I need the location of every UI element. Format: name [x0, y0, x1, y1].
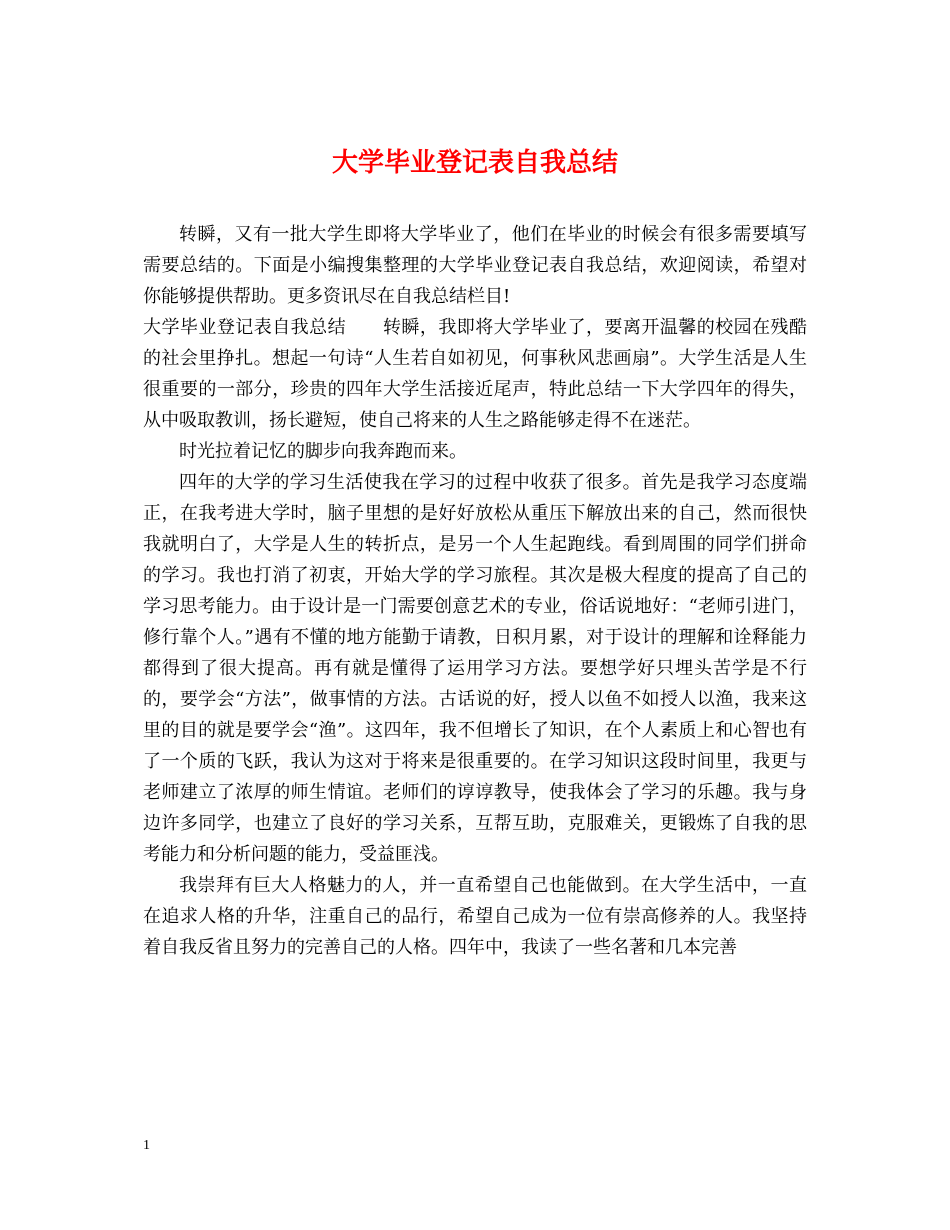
body-paragraph-2: 时光拉着记忆的脚步向我奔跑而来。 [179, 441, 467, 462]
body-paragraph-4: 我崇拜有巨大人格魅力的人，并一直希望自己也能做到。在大学生活中，一直在追求人格的升华，注重自己的品行，希望自己成为一位有崇高修养的人。我坚持着自我反省且努力的完善自己的人格。四年中，我读了一些名著和几本完善 [143, 875, 807, 958]
intro-paragraph: 转瞬，又有一批大学生即将大学毕业了，他们在毕业的时候会有很多需要填写需要总结的。下面是小编搜集整理的大学毕业登记表自我总结，欢迎阅读，希望对你能够提供帮助。更多资讯尽在自我总结栏目! [143, 224, 807, 307]
page-number: 1 [143, 1138, 150, 1153]
document-body [143, 219, 807, 963]
document-title: 大学毕业登记表自我总结 [331, 148, 618, 178]
body-paragraph-1: 大学毕业登记表自我总结 转瞬，我即将大学毕业了，要离开温馨的校园在残酷的社会里挣扎。想起一句诗“人生若自如初见，何事秋风悲画扇”。大学生活是人生很重要的一部分，珍贵的四年大学生活接近尾声，特此总结一下大学四年的得失，从中吸取教训，扬长避短，使自己将来的人生之路能够走得不在迷茫。 [143, 317, 807, 431]
body-paragraph-3: 四年的大学的学习生活使我在学习的过程中收获了很多。首先是我学习态度端正，在我考进大学时，脑子里想的是好好放松从重压下解放出来的自己，然而很快我就明白了，大学是人生的转折点，是另一个人生起跑线。看到周围的同学们拼命的学习。我也打消了初衷，开始大学的学习旅程。其次是极大程度的提高了自己的学习思考能力。由于设计是一门需要创意艺术的专业，俗话说地好：“老师引进门，修行靠个人。”遇有不懂的地方能勤于请教，日积月累，对于设计的理解和诠释能力都得到了很大提高。再有就是懂得了运用学习方法。要想学好只埋头苦学是不行的，要学会“方法”，做事情的方法。古话说的好，授人以鱼不如授人以渔，我来这里的目的就是要学会“渔”。这四年，我不但增长了知识，在个人素质上和心智也有了一个质的飞跃，我认为这对于将来是很重要的。在学习知识这段时间里，我更与老师建立了浓厚的师生情谊。老师们的谆谆教导，使我体会了学习的乐趣。我与身边许多同学，也建立了良好的学习关系，互帮互助，克服难关，更锻炼了自我的思考能力和分析问题的能力，受益匪浅。 [143, 472, 807, 865]
